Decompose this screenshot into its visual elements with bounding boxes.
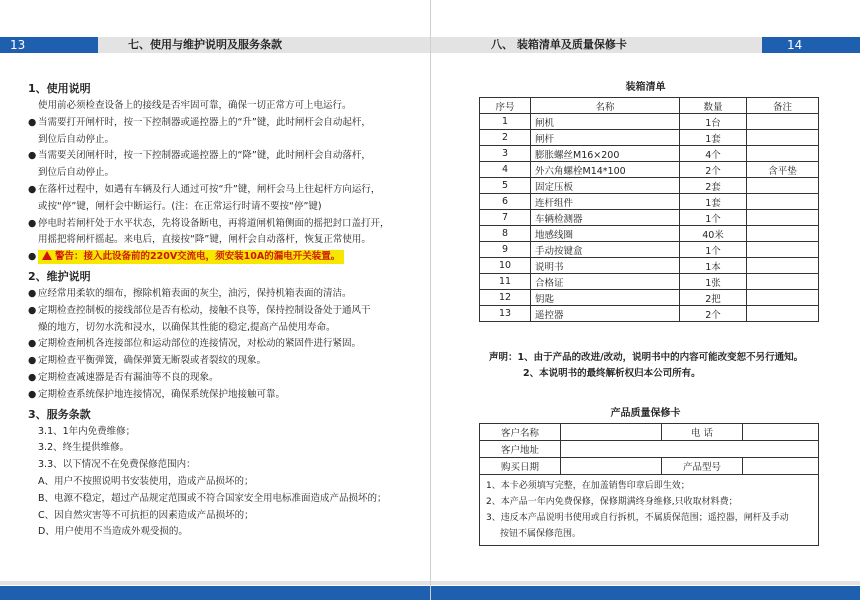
table-row [480, 146, 819, 162]
table-row [480, 194, 819, 210]
item-name: 遥控器 [531, 306, 680, 322]
item-number: 5 [480, 178, 531, 194]
bullet-icon: ● [28, 355, 37, 367]
page-number: 13 [0, 37, 98, 53]
item-number: 4 [480, 162, 531, 178]
item-name: 钥匙 [531, 290, 680, 306]
item-name: 固定压板 [531, 178, 680, 194]
bullet-icon: ● [28, 338, 37, 350]
table-row [480, 226, 819, 242]
service-exclusion: B、电源不稳定，超过产品规定范围或不符合国家安全用电标准面造成产品损坏的； [38, 492, 387, 504]
bullet-item-line [28, 387, 408, 404]
model-label: 产品型号 [662, 458, 743, 475]
statement [489, 350, 803, 382]
item-number: 9 [480, 242, 531, 258]
bullet-text: 到位后自动停止。 [38, 133, 115, 145]
usage-intro: 使用前必须检查设备上的接线是否牢固可靠，确保一切正常方可上电运行。 [38, 100, 352, 111]
bullet-text: 定期检查平衡弹簧，确保弹簧无断裂或者裂纹的现象。 [38, 355, 267, 367]
item-remark [747, 258, 819, 274]
usage-heading: 1、使用说明 [28, 82, 91, 95]
table-row [480, 258, 819, 274]
table-row [480, 242, 819, 258]
service-heading: 3、服务条款 [28, 407, 91, 421]
bullet-icon: ● [28, 371, 37, 383]
phone-label: 电 话 [662, 424, 743, 441]
bullet-icon: ● [28, 217, 37, 229]
maintenance-bullet-list [28, 286, 408, 404]
bullet-icon: ● [28, 251, 37, 263]
item-remark [747, 226, 819, 242]
packing-list-table [479, 97, 819, 322]
item-remark [747, 274, 819, 290]
item-remark [747, 114, 819, 130]
item-remark [747, 290, 819, 306]
item-quantity: 2个 [680, 306, 747, 322]
bullet-icon: ● [28, 388, 37, 400]
item-quantity: 1台 [680, 114, 747, 130]
bullet-text: 或按“停”键，闸杆会中断运行。(注：在正常运行时请不要按“停”键) [38, 200, 322, 212]
bullet-text: 到位后自动停止。 [38, 167, 115, 179]
warranty-note: 2、本产品一年内免费保修，保修期满终身维修,只收取材料费； [486, 497, 738, 507]
bullet-icon: ● [28, 287, 37, 299]
item-name: 手动按键盒 [531, 242, 680, 258]
item-number: 12 [480, 290, 531, 306]
bullet-item-line [28, 303, 408, 320]
bullet-item-line [28, 165, 408, 182]
bullet-text: 停电时若闸杆处于水平状态，先将设备断电，再将道闸机箱侧面的摇把封口盖打开， [38, 217, 390, 229]
table-header-row [480, 98, 819, 114]
item-number: 8 [480, 226, 531, 242]
usage-bullet-list [28, 115, 408, 249]
phone-value [743, 424, 819, 441]
item-name: 外六角螺栓M14*100 [531, 162, 680, 178]
warning-badge [38, 250, 344, 264]
page-number: 14 [762, 37, 860, 53]
item-remark [747, 146, 819, 162]
item-remark [747, 194, 819, 210]
statement-line: 2、本说明书的最终解析权归本公司所有。 [523, 368, 701, 379]
item-number: 2 [480, 130, 531, 146]
bullet-item-line [28, 115, 408, 132]
item-quantity: 1套 [680, 130, 747, 146]
column-header: 数量 [680, 98, 747, 114]
item-number: 13 [480, 306, 531, 322]
item-quantity: 2个 [680, 162, 747, 178]
item-remark [747, 178, 819, 194]
table-row [480, 130, 819, 146]
table-row [480, 178, 819, 194]
item-number: 3 [480, 146, 531, 162]
warranty-note: 1、本卡必须填写完整，在加盖销售印章后即生效； [486, 481, 690, 491]
item-quantity: 1个 [680, 210, 747, 226]
item-remark [747, 306, 819, 322]
bullet-item-line [28, 182, 408, 199]
bullet-item-line [28, 199, 408, 216]
bullet-text: 定期检查减速器是否有漏油等不良的现象。 [38, 371, 219, 383]
bullet-icon: ● [28, 183, 37, 195]
table-row [480, 290, 819, 306]
bullet-item-line [28, 353, 408, 370]
item-quantity: 4个 [680, 146, 747, 162]
statement-line: 声明：1、由于产品的改进/改动，说明书中的内容可能改变恕不另行通知。 [489, 352, 804, 363]
table-row [480, 274, 819, 290]
bullet-item-line [28, 232, 408, 249]
table-row [480, 162, 819, 178]
bullet-text: 定期检查系统保护地连接情况，确保系统保护地接触可靠。 [38, 388, 286, 400]
bullet-text: 应经常用柔软的细布，擦除机箱表面的灰尘，油污，保持机箱表面的清洁。 [38, 287, 352, 299]
bullet-text: 定期检查闸机各连接部位和运动部位的连接情况，对松动的紧固件进行紧固。 [38, 338, 362, 350]
bullet-item-line [28, 370, 408, 387]
service-term: 3.2、终生提供维修。 [38, 442, 130, 454]
table-row [480, 114, 819, 130]
table-row [480, 424, 819, 441]
item-quantity: 1本 [680, 258, 747, 274]
bullet-icon: ● [28, 304, 37, 316]
bullet-text: 当需要打开闸杆时，按一下控制器或遥控器上的“升”键，此时闸杆会自动起杆， [38, 116, 371, 128]
table-row [480, 475, 819, 546]
bullet-text: 用摇把将闸杆摇起。来电后，直接按“降”键，闸杆会自动落杆，恢复正常使用。 [38, 234, 371, 246]
item-quantity: 1套 [680, 194, 747, 210]
item-number: 10 [480, 258, 531, 274]
model-value [743, 458, 819, 475]
bullet-item-line [28, 132, 408, 149]
item-name: 合格证 [531, 274, 680, 290]
bullet-text: 定期检查控制板的接线部位是否有松动，接触不良等，保持控制设备处于通风干 [38, 304, 371, 316]
packing-list-title: 装箱清单 [625, 82, 666, 93]
customer-name-value [561, 424, 662, 441]
bullet-item-line [28, 148, 408, 165]
item-quantity: 1张 [680, 274, 747, 290]
item-quantity: 2把 [680, 290, 747, 306]
item-quantity: 40米 [680, 226, 747, 242]
item-quantity: 1个 [680, 242, 747, 258]
item-name: 连杆组件 [531, 194, 680, 210]
service-exclusion: C、因自然灾害等不可抗拒的因素造成产品损坏的； [38, 509, 254, 521]
warranty-card-title: 产品质量保修卡 [610, 408, 681, 419]
table-row [480, 210, 819, 226]
column-header: 序号 [480, 98, 531, 114]
item-number: 6 [480, 194, 531, 210]
footer-bar [0, 586, 430, 600]
column-header: 备注 [747, 98, 819, 114]
service-term: 3.1、1年内免费维修； [38, 425, 136, 437]
service-exclusion: A、用户不按照说明书安装使用，造成产品损坏的； [38, 475, 254, 487]
warranty-note: 3、违反本产品说明书使用或自行拆机，不属质保范围；遥控器，闸杆及手动 [486, 513, 789, 523]
item-name: 闸机 [531, 114, 680, 130]
warranty-notes [480, 475, 819, 546]
right-page [431, 0, 860, 600]
bullet-item-line [28, 286, 408, 303]
item-name: 地感线圈 [531, 226, 680, 242]
footer-bar [431, 586, 860, 600]
table-row [480, 306, 819, 322]
service-term: 3.3、以下情况不在免费保修范围内： [38, 459, 196, 471]
service-lines [28, 424, 408, 542]
item-name: 闸杆 [531, 130, 680, 146]
column-header: 名称 [531, 98, 680, 114]
warning-icon [42, 251, 52, 260]
item-number: 1 [480, 114, 531, 130]
item-number: 7 [480, 210, 531, 226]
address-value [561, 441, 819, 458]
bullet-text: 当需要关闭闸杆时，按一下控制器或遥控器上的“降”键，此时闸杆会自动落杆， [38, 150, 371, 162]
bullet-text: 燥的地方，切勿水洗和浸水，以确保其性能的稳定,提高产品使用寿命。 [38, 321, 336, 333]
page-header-title: 八、 装箱清单及质量保修卡 [491, 38, 627, 51]
warning-text: 警告：接入此设备前的220V交流电，须安装10A的漏电开关装置。 [55, 251, 341, 263]
warranty-card-table [479, 423, 819, 546]
item-remark [747, 210, 819, 226]
item-quantity: 2套 [680, 178, 747, 194]
bullet-item-line [28, 216, 408, 233]
item-name: 膨胀螺丝M16×200 [531, 146, 680, 162]
item-remark: 含平垫 [747, 162, 819, 178]
left-content [28, 78, 408, 541]
page-header-title: 七、使用与维护说明及服务条款 [128, 38, 282, 51]
bullet-item-line [28, 320, 408, 337]
item-number: 11 [480, 274, 531, 290]
warning-line [28, 249, 408, 266]
bullet-icon: ● [28, 116, 37, 128]
maintenance-heading: 2、维护说明 [28, 269, 91, 283]
item-name: 说明书 [531, 258, 680, 274]
table-row [480, 458, 819, 475]
address-label: 客户地址 [480, 441, 561, 458]
bullet-item-line [28, 336, 408, 353]
item-remark [747, 242, 819, 258]
warranty-note: 按钮不属保修范围。 [500, 529, 582, 539]
item-name: 车辆检测器 [531, 210, 680, 226]
customer-name-label: 客户名称 [480, 424, 561, 441]
purchase-date-value [561, 458, 662, 475]
purchase-date-label: 购买日期 [480, 458, 561, 475]
bullet-text: 在落杆过程中，如遇有车辆及行人通过可按“升”键，闸杆会马上往起杆方向运行， [38, 183, 381, 195]
item-remark [747, 130, 819, 146]
bullet-icon: ● [28, 150, 37, 162]
service-exclusion: D、用户使用不当造成外观受损的。 [38, 526, 188, 538]
table-row [480, 441, 819, 458]
